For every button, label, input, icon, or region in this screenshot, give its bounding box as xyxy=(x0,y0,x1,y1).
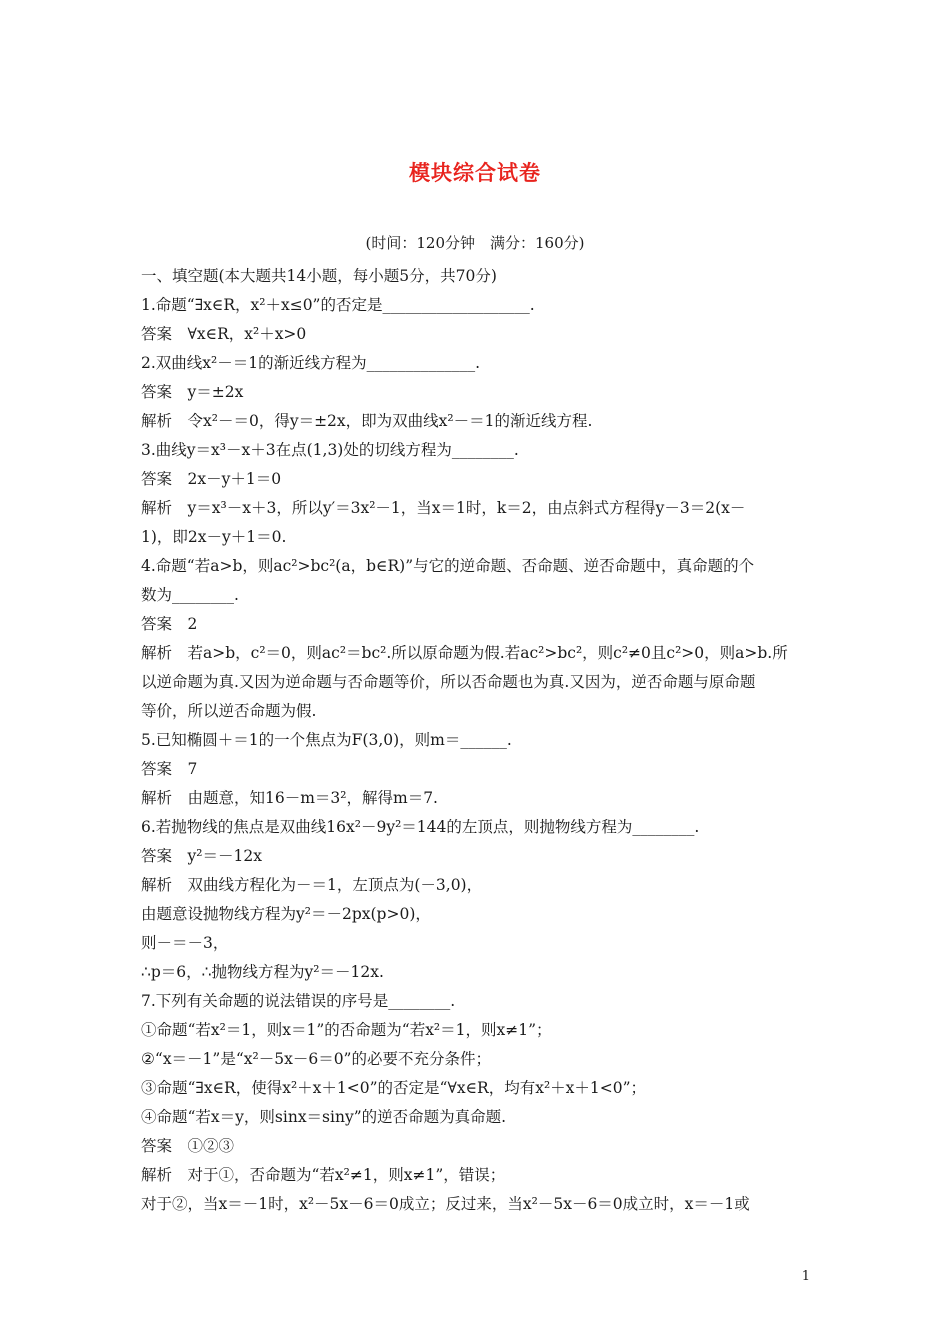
answer-line: 答案 ∀x∈R，x²＋x>0 xyxy=(141,325,307,343)
analysis-line: ∴p＝6，∴抛物线方程为y²＝－12x. xyxy=(141,963,384,981)
question-line: 3.曲线y＝x³－x＋3在点(1,3)处的切线方程为________. xyxy=(141,441,519,459)
analysis-line: 解析 双曲线方程化为－＝1，左顶点为(－3,0)， xyxy=(141,876,483,894)
analysis-line: 解析 对于①，否命题为“若x²≠1，则x≠1”，错误； xyxy=(141,1166,506,1184)
answer-line: 答案 ①②③ xyxy=(141,1137,235,1155)
question-line: 1.命题“∃x∈R，x²＋x≤0”的否定是___________________. xyxy=(141,296,535,314)
analysis-line: 则－＝－3， xyxy=(141,934,229,952)
answer-line: 答案 y＝±2x xyxy=(141,383,244,401)
answer-line: 答案 2 xyxy=(141,615,198,633)
analysis-line: 解析 由题意，知16－m＝3²，解得m＝7. xyxy=(141,789,438,807)
page-number: 1 xyxy=(801,1269,810,1284)
option-line: ④命题“若x＝y，则sinx＝siny”的逆否命题为真命题. xyxy=(141,1108,507,1126)
section-heading: 一、填空题(本大题共14小题，每小题5分，共70分) xyxy=(141,267,497,285)
analysis-line: 1)，即2x－y＋1＝0. xyxy=(141,528,287,546)
exam-meta: (时间：120分钟 满分：160分) xyxy=(365,234,585,252)
analysis-line: 以逆命题为真.又因为逆命题与否命题等价，所以否命题也为真.又因为，逆否命题与原命题 xyxy=(141,673,756,691)
answer-line: 答案 y²＝－12x xyxy=(141,847,262,865)
question-line: 7.下列有关命题的说法错误的序号是________. xyxy=(141,992,456,1010)
analysis-line: 由题意设抛物线方程为y²＝－2px(p>0)， xyxy=(141,905,431,923)
analysis-line: 解析 若a>b，c²＝0，则ac²＝bc².所以原命题为假.若ac²>bc²，则c²≠0且c²>0，则a>b.所 xyxy=(141,644,788,662)
analysis-line: 等价，所以逆否命题为假. xyxy=(141,702,317,720)
answer-line: 答案 7 xyxy=(141,760,198,778)
answer-line: 答案 2x－y＋1＝0 xyxy=(141,470,282,488)
option-line: ③命题“∃x∈R，使得x²＋x＋1<0”的否定是“∀x∈R，均有x²＋x＋1<0”； xyxy=(141,1079,647,1097)
content-body xyxy=(141,262,813,1219)
question-line: 4.命题“若a>b，则ac²>bc²(a，b∈R)”与它的逆命题、否命题、逆否命题中，真命题的个 xyxy=(141,557,755,575)
question-line: 5.已知椭圆＋＝1的一个焦点为F(3,0)，则m＝______. xyxy=(141,731,512,749)
option-line: ①命题“若x²＝1，则x＝1”的否命题为“若x²＝1，则x≠1”； xyxy=(141,1021,552,1039)
analysis-line: 解析 令x²－＝0，得y＝±2x，即为双曲线x²－＝1的渐近线方程. xyxy=(141,412,593,430)
question-line: 6.若抛物线的焦点是双曲线16x²－9y²＝144的左顶点，则抛物线方程为________. xyxy=(141,818,700,836)
page-title: 模块综合试卷 xyxy=(409,161,541,185)
analysis-line: 对于②，当x＝－1时，x²－5x－6＝0成立；反过来，当x²－5x－6＝0成立时，x＝－1或 xyxy=(141,1195,750,1213)
analysis-line: 解析 y＝x³－x＋3，所以y′＝3x²－1，当x＝1时，k＝2，由点斜式方程得y－3＝2(x－ xyxy=(141,499,746,517)
question-line: 数为________. xyxy=(141,586,239,604)
question-line: 2.双曲线x²－＝1的渐近线方程为______________. xyxy=(141,354,481,372)
option-line: ②“x＝－1”是“x²－5x－6＝0”的必要不充分条件； xyxy=(141,1050,491,1068)
